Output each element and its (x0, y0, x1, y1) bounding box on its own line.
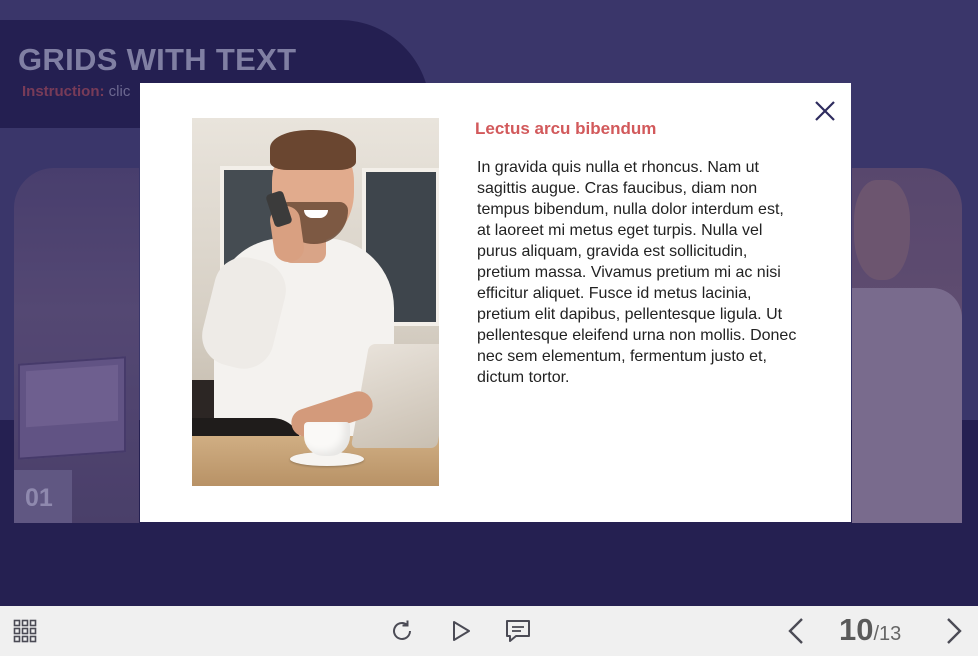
close-icon (813, 99, 837, 123)
popup-heading: Lectus arcu bibendum (475, 119, 657, 138)
replay-icon (389, 618, 415, 644)
play-button[interactable] (443, 606, 479, 656)
card-number: 01 (25, 484, 53, 512)
prev-slide-button[interactable] (778, 606, 814, 656)
chevron-right-icon (945, 617, 963, 645)
slide-title: GRIDS WITH TEXT (18, 42, 297, 77)
man-on-phone-photo (192, 118, 439, 486)
instruction-label: Instruction: (22, 83, 105, 100)
menu-button[interactable] (4, 606, 46, 656)
grid-menu-icon (13, 619, 37, 643)
instruction-text: clic (108, 83, 131, 100)
player-toolbar (0, 606, 978, 656)
popup-body-text: In gravida quis nulla et rhoncus. Nam ut sagittis augue. Cras faucibus, diam non tempus bibendum, nulla dolor interdum est, at laoreet mi metus eget turpis. Nulla vel purus aliquam, gravida est sollicitudin, pretium massa. Vivamus pretium mi ac nisi efficitur aliquet. Fusce id metus lacinia, pretium elit dapibus, pellentesque ligula. Ut pellentesque eleifend urna non mollis. Donec nec sem elementum, fermentum justo et, dictum tortor. (477, 159, 797, 386)
notes-button[interactable] (500, 606, 536, 656)
close-button[interactable] (813, 99, 837, 123)
chevron-left-icon (787, 617, 805, 645)
play-icon (450, 619, 472, 643)
current-page: 10 (839, 612, 874, 647)
total-pages: 13 (879, 623, 902, 645)
notes-icon (505, 619, 531, 643)
page-separator: / (873, 623, 880, 645)
page-counter (839, 612, 901, 652)
popup-window (140, 83, 851, 522)
next-slide-button[interactable] (936, 606, 972, 656)
replay-button[interactable] (384, 606, 420, 656)
